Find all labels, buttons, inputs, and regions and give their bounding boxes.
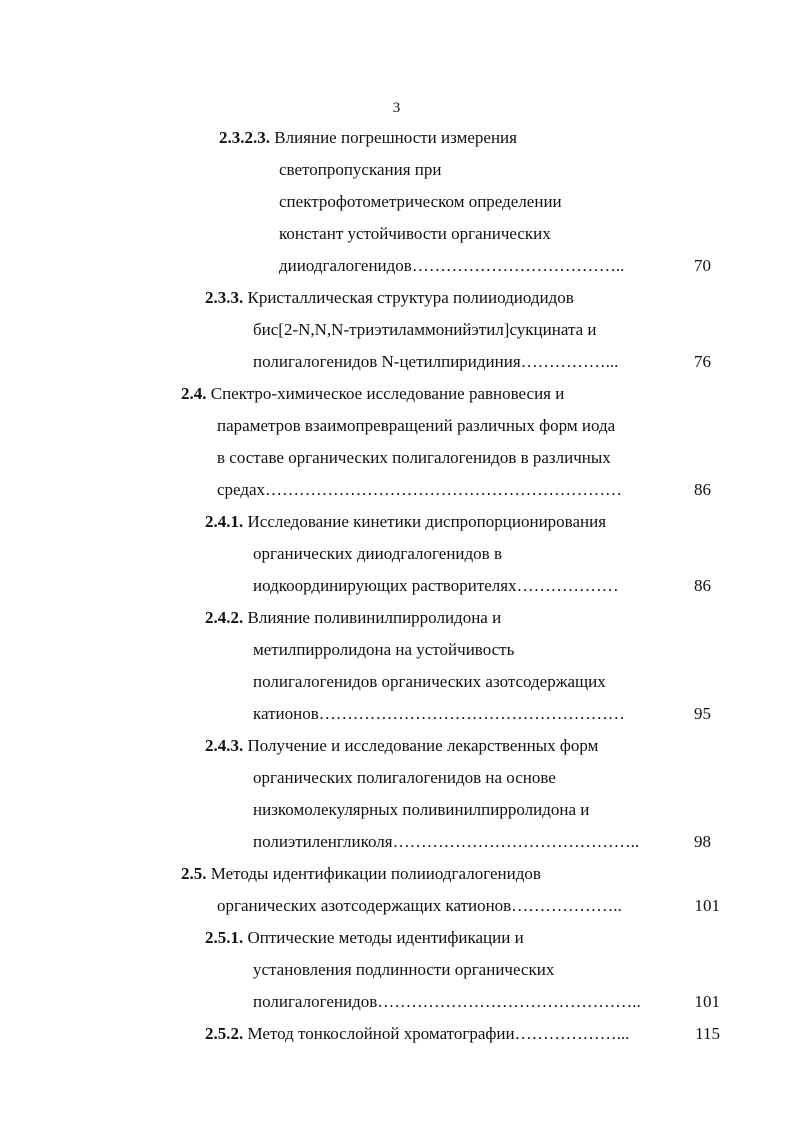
toc-entry-text: Кристаллическая структура полииодиодидов bbox=[247, 288, 574, 307]
toc-page-number: 95 bbox=[694, 704, 711, 723]
toc-entry-text: Получение и исследование лекарственных форм bbox=[247, 736, 599, 755]
toc-line bbox=[205, 512, 606, 532]
toc-line: установления подлинности органических bbox=[253, 960, 555, 979]
toc-page-number: 101 bbox=[694, 896, 720, 915]
toc-page-number: 86 bbox=[694, 576, 711, 595]
toc-entry-number: 2.4.3. bbox=[205, 736, 244, 755]
toc-line: средах……………………………………………………… bbox=[217, 480, 623, 499]
toc-entry-text: Оптические методы идентификации и bbox=[247, 928, 524, 947]
toc-page-number: 70 bbox=[694, 256, 711, 275]
toc-line: органических азотсодержащих катионов……………….. bbox=[217, 896, 622, 915]
toc-entry-number: 2.3.3. bbox=[205, 288, 244, 307]
page-number: 3 bbox=[392, 100, 401, 116]
toc-entry-text: Метод тонкослойной хроматографии………………... bbox=[247, 1024, 630, 1043]
toc-entry-text: Методы идентификации полииодгалогенидов bbox=[210, 864, 541, 883]
toc-entry-text: Влияние погрешности измерения bbox=[274, 128, 517, 147]
toc-page-number: 86 bbox=[694, 480, 711, 499]
toc-entry-number: 2.4.1. bbox=[205, 512, 244, 531]
toc-line: органических полигалогенидов на основе bbox=[253, 768, 556, 787]
toc-entry-number: 2.3.2.3. bbox=[219, 128, 270, 147]
toc-line: полиэтиленгликоля…………………………………….. bbox=[253, 832, 640, 851]
toc-entry-text: Спектро-химическое исследование равновесия и bbox=[210, 384, 565, 403]
toc-entry-text: Влияние поливинилпирролидона и bbox=[247, 608, 502, 627]
toc-line: метилпирролидона на устойчивость bbox=[253, 640, 515, 659]
toc-line: полигалогенидов N-цетилпиридиния……………... bbox=[253, 352, 619, 371]
toc-line: констант устойчивости органических bbox=[279, 224, 551, 243]
toc-page-number: 101 bbox=[694, 992, 720, 1011]
toc-line bbox=[181, 864, 541, 884]
toc-line: дииодгалогенидов……………………………….. bbox=[279, 256, 625, 275]
toc-line: спектрофотометрическом определении bbox=[279, 192, 562, 211]
toc-entry-number: 2.4.2. bbox=[205, 608, 244, 627]
toc-page-number: 76 bbox=[694, 352, 711, 371]
toc-page-number: 98 bbox=[694, 832, 711, 851]
toc-line: светопропускания при bbox=[279, 160, 442, 179]
toc-line: бис[2-N,N,N-триэтиламмонийэтил]сукцината и bbox=[253, 320, 597, 339]
toc-page-number: 115 bbox=[695, 1024, 720, 1043]
toc-entry-number: 2.4. bbox=[181, 384, 207, 403]
toc-entry-text: Исследование кинетики диспропорционирования bbox=[247, 512, 607, 531]
toc-line bbox=[219, 128, 517, 148]
toc-entry-number: 2.5.1. bbox=[205, 928, 244, 947]
toc-line bbox=[205, 1024, 629, 1044]
toc-line: полигалогенидов органических азотсодержащих bbox=[253, 672, 606, 691]
toc-line: катионов……………………………………………… bbox=[253, 704, 625, 723]
toc-entry-number: 2.5. bbox=[181, 864, 207, 883]
toc-line bbox=[205, 928, 524, 948]
toc-line bbox=[181, 384, 564, 404]
toc-line bbox=[205, 608, 501, 628]
toc-line: в составе органических полигалогенидов в различных bbox=[217, 448, 611, 467]
toc-entry-number: 2.5.2. bbox=[205, 1024, 244, 1043]
toc-line bbox=[205, 288, 574, 308]
toc-line: низкомолекулярных поливинилпирролидона и bbox=[253, 800, 590, 819]
toc-line: полигалогенидов……………………………………….. bbox=[253, 992, 641, 1011]
toc-line bbox=[205, 736, 598, 756]
toc-line: иодкоординирующих растворителях……………… bbox=[253, 576, 619, 595]
toc-line: органических дииодгалогенидов в bbox=[253, 544, 502, 563]
toc-line: параметров взаимопревращений различных форм иода bbox=[217, 416, 616, 435]
